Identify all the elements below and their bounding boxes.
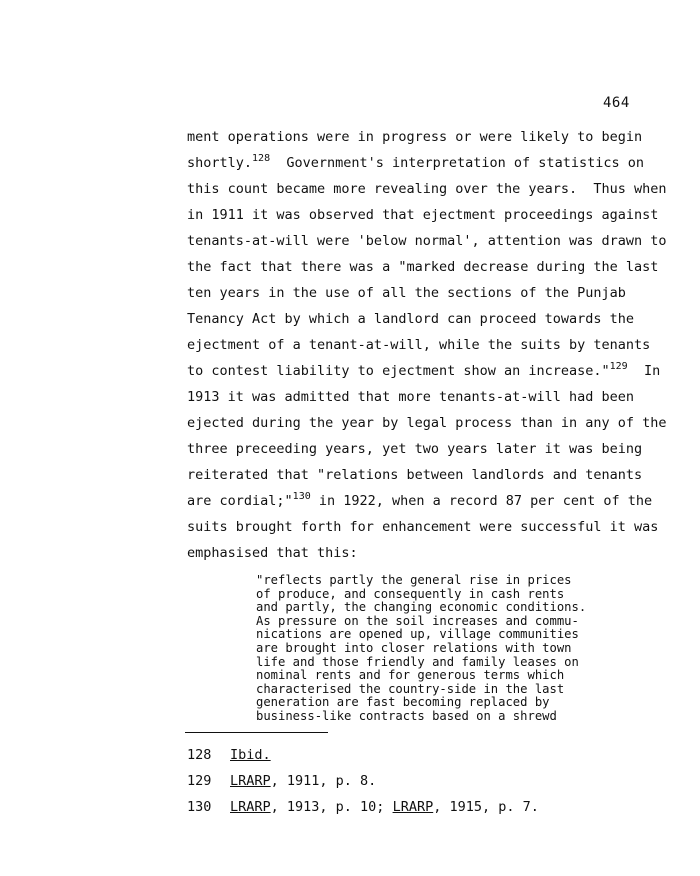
body-line [187,228,667,254]
line-text: ment operations were in progress or were likely to begin [187,129,643,145]
footnote-source: LRARP [230,799,271,815]
line-text: to contest liability to ejectment show an increase." [187,363,610,379]
line-text-after: in 1922, when a record 87 per cent of the [310,493,653,509]
line-text: ejectment of a tenant-at-will, while the suits by tenants [187,337,651,353]
body-line [187,410,667,436]
quote-line: and partly, the changing economic conditions. [256,600,587,615]
footnote-ref-129: 129 [609,361,628,372]
footnote-128 [187,742,539,768]
body-line [187,462,657,488]
body-line [187,254,657,280]
footnote-text: Ibid. [230,747,271,763]
footnote-source: LRARP [230,773,271,789]
line-text: are cordial;" [187,493,293,509]
line-text: shortly. [187,155,253,171]
footnote-number: 130 [187,799,212,815]
footnote-text: , 1915, p. 7. [433,799,539,815]
body-line [187,488,657,514]
block-quote [256,574,656,724]
quote-line: business-like contracts based on a shrewd [256,708,557,723]
line-text: this count became more revealing over the years. Thus when [187,181,667,197]
quote-line: generation are fast becoming replaced by [256,695,550,710]
footnote-130 [187,794,539,820]
quote-line: As pressure on the soil increases and commu- [256,613,579,628]
body-line [187,358,661,384]
line-text: ejected during the year by legal process than in any of the [187,415,667,431]
line-text: reiterated that "relations between landlords and tenants [187,467,643,483]
line-text: emphasised that this: [187,545,358,561]
body-line [187,280,657,306]
quote-line: nominal rents and for generous terms which [256,668,565,683]
line-text-after: In [627,363,661,379]
quote-line: nications are opened up, village communities [256,627,579,642]
footnote-number: 128 [187,747,212,763]
line-text: suits brought forth for enhancement were successful it was [187,519,659,535]
footnote-number: 129 [187,773,212,789]
footnote-129 [187,768,539,794]
body-line [187,332,657,358]
body-line [187,540,657,566]
footnotes [187,742,539,820]
footnote-text: , 1913, p. 10; [270,799,393,815]
body-line [187,384,657,410]
body-line [187,150,657,176]
body-line [187,202,657,228]
body-text [187,124,667,566]
body-line [187,436,657,462]
line-text: ten years in the use of all the sections of the Punjab [187,285,626,301]
body-line [187,124,657,150]
quote-line: "reflects partly the general rise in prices [256,573,572,587]
quote-line: life and those friendly and family leases on [256,654,579,669]
line-text-after: Government's interpretation of statistics on [270,155,644,171]
footnote-ref-130: 130 [292,491,311,502]
page-number: 464 [603,95,630,111]
line-text: Tenancy Act by which a landlord can proceed towards the [187,311,635,327]
quote-line: of produce, and consequently in cash rents [256,586,565,601]
line-text: tenants-at-will were 'below normal', attention was drawn to [187,233,667,249]
body-line [187,176,667,202]
line-text: three preceeding years, yet two years later it was being [187,441,643,457]
footnote-text: , 1911, p. 8. [270,773,377,789]
line-text: the fact that there was a "marked decrease during the last [187,259,659,275]
quote-line: are brought into closer relations with town [256,640,572,655]
footnote-divider [185,732,328,733]
line-text: 1913 it was admitted that more tenants-at-will had been [187,389,635,405]
footnote-source: LRARP [392,799,434,815]
quote-line: characterised the country-side in the last [256,681,565,696]
footnote-ref-128: 128 [252,153,271,164]
body-line [187,514,657,540]
body-line [187,306,657,332]
line-text: in 1911 it was observed that ejectment proceedings against [187,207,659,223]
